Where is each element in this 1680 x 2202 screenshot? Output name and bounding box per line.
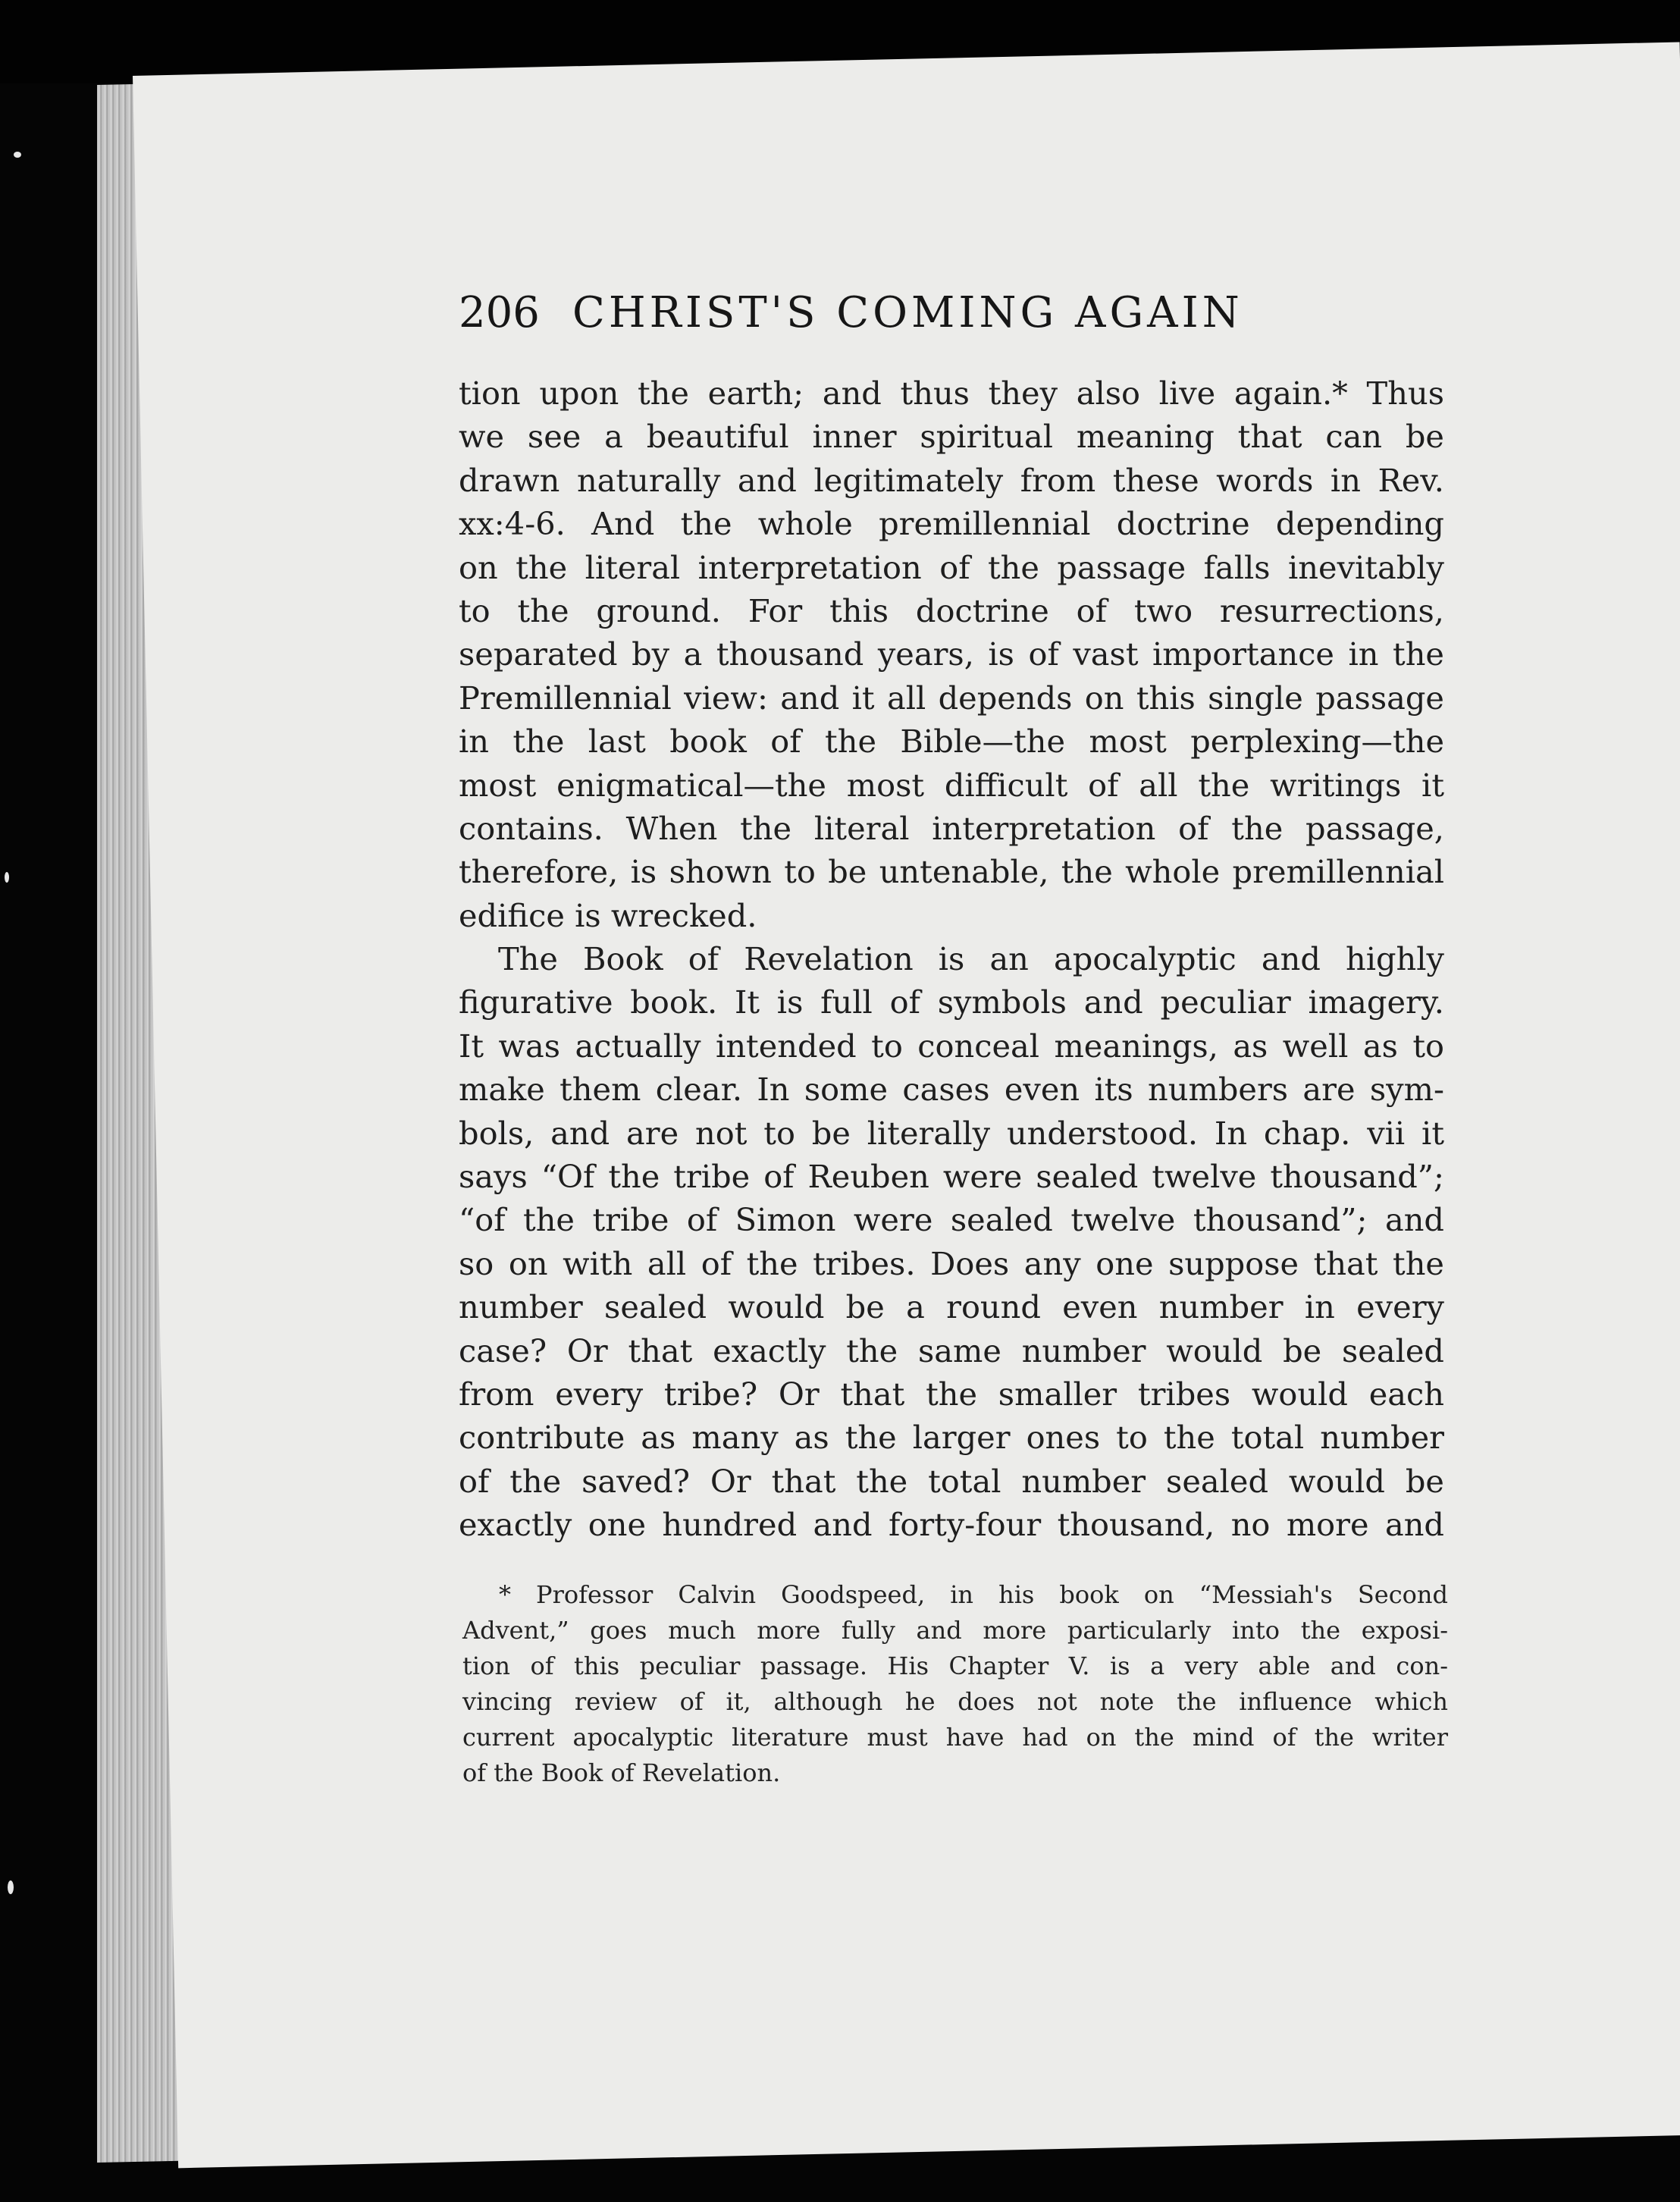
- page-number: 206: [459, 288, 540, 337]
- scan-speck: [8, 1880, 14, 1894]
- body-line: to the ground. For this doctrine of two resurrections,: [459, 591, 1444, 629]
- scan-speck: [14, 152, 21, 158]
- body-line: in the last book of the Bible—the most perplexing—the: [459, 723, 1444, 761]
- body-line: number sealed would be a round even number in every: [459, 1288, 1444, 1326]
- body-line: bols, and are not to be literally understood. In chap. vii it: [459, 1114, 1444, 1152]
- footnote-line: current apocalyptic literature must have had on the mind of the writer: [462, 1723, 1448, 1752]
- body-line: contains. When the literal interpretation of the passage,: [459, 809, 1444, 847]
- body-line: “of the tribe of Simon were sealed twelve thousand”; and: [459, 1201, 1444, 1239]
- body-line: case? Or that exactly the same number would be sealed: [459, 1332, 1444, 1369]
- body-line: exactly one hundred and forty-four thousand, no more and: [459, 1506, 1444, 1544]
- scan-speck: [5, 872, 9, 883]
- footnote-line: vincing review of it, although he does not note the influence which: [462, 1687, 1448, 1716]
- body-line: on the literal interpretation of the passage falls inevitably: [459, 548, 1444, 586]
- footnote-line: Advent,” goes much more fully and more particularly into the exposi-: [462, 1616, 1448, 1645]
- body-line: so on with all of the tribes. Does any one suppose that the: [459, 1244, 1444, 1282]
- body-line: says “Of the tribe of Reuben were sealed twelve thousand”;: [459, 1158, 1444, 1196]
- body-line: drawn naturally and legitimately from these words in Rev.: [459, 461, 1444, 499]
- body-line: of the saved? Or that the total number sealed would be: [459, 1462, 1444, 1500]
- body-line: xx:4-6. And the whole premillennial doctrine depending: [459, 505, 1444, 543]
- body-line: edifice is wrecked.: [459, 896, 757, 934]
- body-line: It was actually intended to conceal meanings, as well as to: [459, 1027, 1444, 1065]
- footnote-line: of the Book of Revelation.: [462, 1758, 781, 1787]
- body-line: make them clear. In some cases even its numbers are sym-: [459, 1071, 1444, 1109]
- body-line: we see a beautiful inner spiritual meaning that can be: [459, 418, 1444, 456]
- body-line: separated by a thousand years, is of vast importance in the: [459, 635, 1444, 673]
- body-line: figurative book. It is full of symbols and peculiar imagery.: [459, 983, 1444, 1021]
- body-line: tion upon the earth; and thus they also live again.* Thus: [459, 375, 1444, 412]
- body-line: Premillennial view: and it all depends on this single passage: [459, 679, 1444, 717]
- footnote: [462, 1577, 1448, 1791]
- running-head: [459, 288, 1535, 356]
- footnote-line: * Professor Calvin Goodspeed, in his book on “Messiah's Second: [499, 1580, 1448, 1609]
- body-text: [459, 372, 1444, 1547]
- running-title: CHRIST'S COMING AGAIN: [572, 288, 1243, 337]
- body-line: therefore, is shown to be untenable, the whole premillennial: [459, 853, 1444, 891]
- body-line: The Book of Revelation is an apocalyptic and highly: [498, 940, 1444, 978]
- body-line: contribute as many as the larger ones to the total number: [459, 1419, 1444, 1457]
- body-line: from every tribe? Or that the smaller tribes would each: [459, 1375, 1444, 1413]
- footnote-line: tion of this peculiar passage. His Chapter V. is a very able and con-: [462, 1652, 1448, 1680]
- body-line: most enigmatical—the most difficult of all the writings it: [459, 766, 1444, 804]
